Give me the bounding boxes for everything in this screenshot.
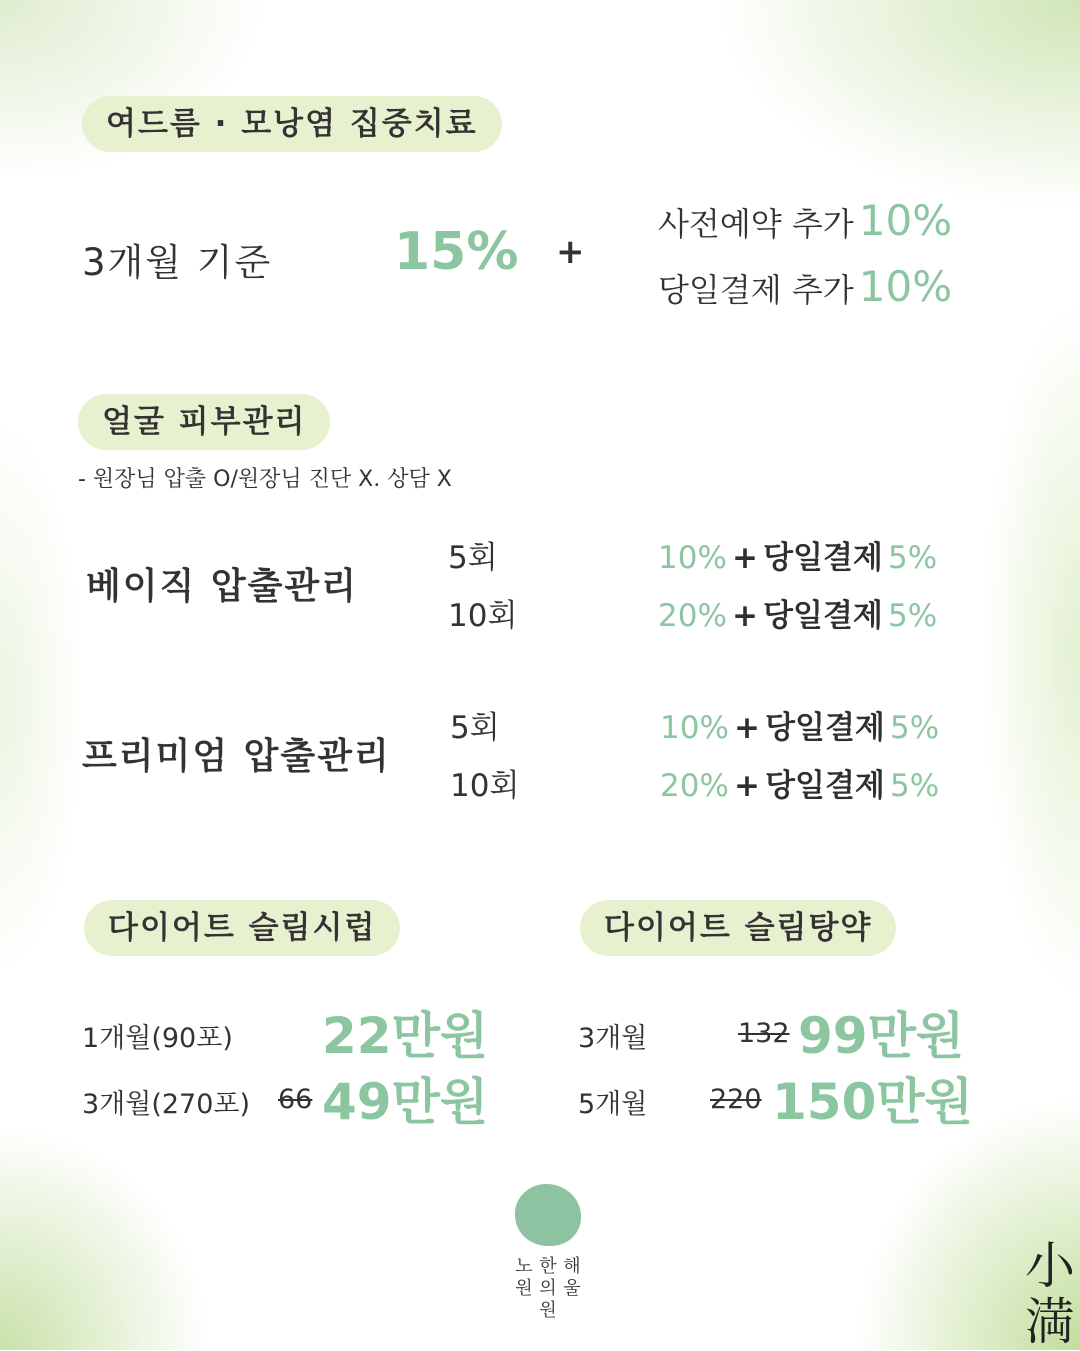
discount-row <box>660 702 939 747</box>
session-count: 5회 <box>448 540 498 576</box>
premium-care-name: 프리미엄 압출관리 <box>82 736 391 777</box>
logo-char: 원 <box>515 1278 533 1299</box>
extra-label: 당일결제 추가 <box>658 271 854 309</box>
herbal-original-price: 132 <box>738 1018 790 1049</box>
corner-mark <box>1020 1238 1080 1350</box>
plus-sign: + <box>732 540 758 576</box>
extra-row-reservation <box>658 196 952 245</box>
syrup-original-price: 66 <box>278 1084 313 1115</box>
discount-percent: 10% <box>660 710 729 746</box>
same-day-percent: 5% <box>887 540 938 576</box>
corner-char: 小 <box>1025 1237 1075 1295</box>
same-day-percent: 5% <box>887 598 938 634</box>
logo-char: 원 <box>539 1300 557 1321</box>
logo-char: 해 <box>563 1256 581 1277</box>
herbal-period: 3개월 <box>578 1023 648 1054</box>
logo-text-column-1 <box>514 1256 534 1300</box>
plus-sign: + <box>734 768 760 804</box>
same-day-percent: 5% <box>889 768 940 804</box>
logo-text-column-3 <box>562 1256 582 1300</box>
discount-row <box>660 760 939 805</box>
discount-percent: 20% <box>658 598 727 634</box>
extra-percent: 10% <box>858 262 953 311</box>
same-day-label: 당일결제 <box>763 598 883 634</box>
plus-sign: + <box>732 598 758 634</box>
same-day-label: 당일결제 <box>763 540 883 576</box>
discount-percent: 20% <box>660 768 729 804</box>
logo-char: 한 <box>539 1256 557 1277</box>
syrup-price: 49만원 <box>322 1073 489 1131</box>
extra-percent: 10% <box>858 196 953 245</box>
herbal-price: 150만원 <box>772 1073 973 1131</box>
logo-char: 의 <box>539 1278 557 1299</box>
syrup-period: 1개월(90포) <box>82 1023 233 1054</box>
same-day-percent: 5% <box>889 710 940 746</box>
syrup-title-badge: 다이어트 슬림시럽 <box>84 900 400 956</box>
discount-row <box>658 532 937 577</box>
acne-period-label: 3개월 기준 <box>82 241 273 284</box>
corner-char: 満 <box>1025 1293 1075 1351</box>
basic-care-name: 베이직 압출관리 <box>86 566 358 607</box>
plus-sign: + <box>734 710 760 746</box>
facial-title-badge: 얼굴 피부관리 <box>78 394 330 450</box>
session-count: 5회 <box>450 710 500 746</box>
acne-title-badge: 여드름 · 모낭염 집중치료 <box>82 96 502 152</box>
herbal-original-price: 220 <box>710 1084 762 1115</box>
session-count: 10회 <box>448 598 518 634</box>
herbal-price: 99만원 <box>798 1007 965 1065</box>
discount-percent: 10% <box>658 540 727 576</box>
syrup-period: 3개월(270포) <box>82 1089 251 1120</box>
acne-main-percent: 15% <box>394 222 519 282</box>
extra-row-same-day <box>658 262 952 311</box>
discount-row <box>658 590 937 635</box>
logo-dot-icon <box>515 1184 581 1246</box>
syrup-price: 22만원 <box>322 1007 489 1065</box>
same-day-label: 당일결제 <box>765 768 885 804</box>
logo-char: 노 <box>515 1256 533 1277</box>
extra-label: 사전예약 추가 <box>658 205 854 243</box>
session-count: 10회 <box>450 768 520 804</box>
same-day-label: 당일결제 <box>765 710 885 746</box>
herbal-period: 5개월 <box>578 1089 648 1120</box>
logo-text-column-2 <box>538 1256 558 1322</box>
facial-note: - 원장님 압출 O/원장님 진단 X. 상담 X <box>78 467 452 492</box>
plus-sign: + <box>556 232 585 272</box>
logo-char: 울 <box>563 1278 581 1299</box>
herbal-title-badge: 다이어트 슬림탕약 <box>580 900 896 956</box>
